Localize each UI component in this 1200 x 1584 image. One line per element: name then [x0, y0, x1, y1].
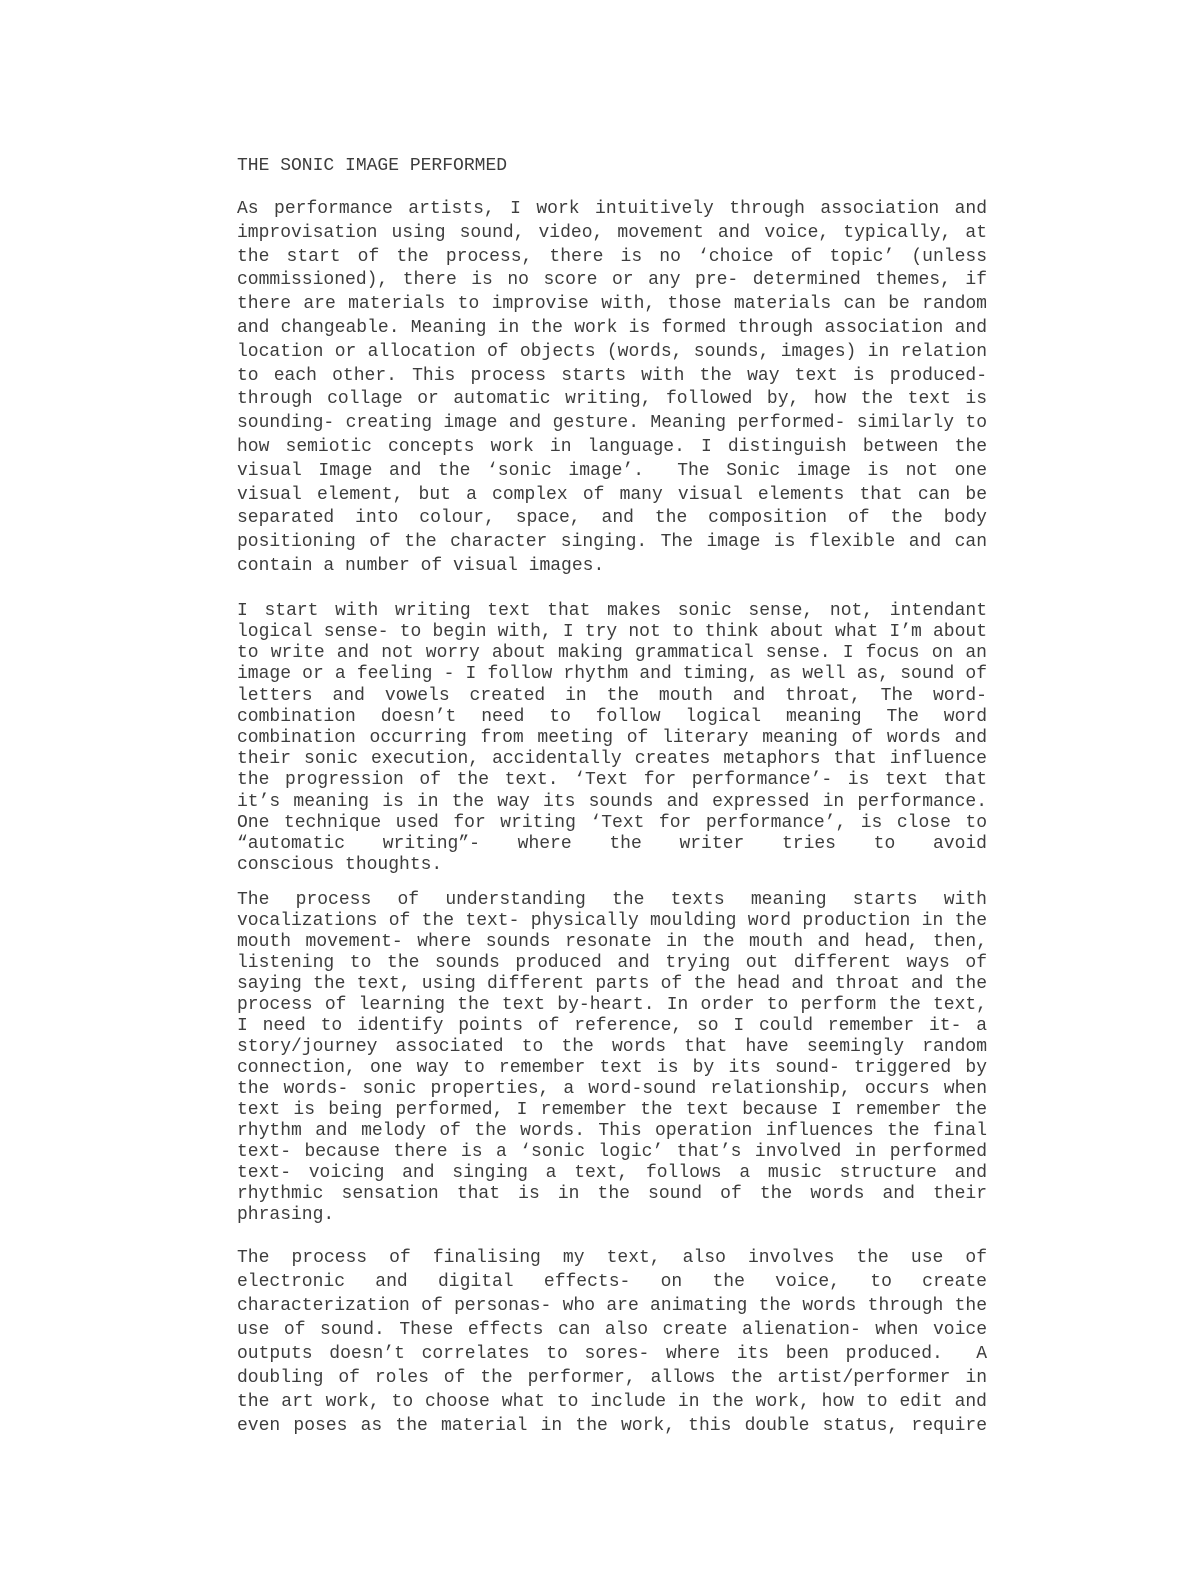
text-line: As performance artists, I work intuitively through association and: [237, 199, 987, 219]
text-line: phrasing.: [237, 1205, 335, 1226]
text-line: the progression of the text. ‘Text for performance’- is text that: [237, 770, 987, 791]
text-line: The process of understanding the texts meaning starts with: [237, 890, 987, 911]
text-line: how semiotic concepts work in language. I distinguish between the: [237, 436, 987, 457]
text-line: positioning of the character singing. The image is flexible and can: [237, 532, 987, 553]
text-line: outputs doesn’t correlates to sores- where its been produced. A: [237, 1344, 987, 1365]
text-line: I start with writing text that makes sonic sense, not, intendant: [237, 600, 987, 621]
text-line: connection, one way to remember text is by its sound- triggered by: [237, 1058, 987, 1079]
text-line: rhythm and melody of the words. This operation influences the final: [237, 1121, 987, 1142]
text-line: “automatic writing”- where the writer tries to avoid: [237, 833, 987, 854]
text-line: text- voicing and singing a text, follows a music structure and: [237, 1163, 987, 1184]
text-line: combination doesn’t need to follow logical meaning The word: [237, 706, 987, 727]
text-line: mouth movement- where sounds resonate in the mouth and head, then,: [237, 932, 987, 953]
text-line: letters and vowels created in the mouth and throat, The word-: [237, 685, 987, 706]
text-line: there are materials to improvise with, those materials can be random: [237, 294, 987, 315]
text-line: combination occurring from meeting of literary meaning of words and: [237, 727, 987, 748]
text-line: image or a feeling - I follow rhythm and timing, as well as, sound of: [237, 664, 987, 685]
text-line: characterization of personas- who are animating the words through the: [237, 1296, 987, 1317]
document-body: [237, 198, 1200, 1439]
text-line: doubling of roles of the performer, allows the artist/performer in: [237, 1367, 987, 1388]
text-line: the words- sonic properties, a word-sound relationship, occurs when: [237, 1079, 987, 1100]
paragraph: [237, 601, 987, 877]
text-line: process of learning the text by-heart. In order to perform the text,: [237, 995, 987, 1016]
text-line: conscious thoughts.: [237, 855, 443, 876]
text-line: improvisation using sound, video, movement and voice, typically, at: [237, 222, 987, 243]
text-line: to write and not worry about making grammatical sense. I focus on an: [237, 643, 987, 664]
document-title: THE SONIC IMAGE PERFORMED: [237, 156, 508, 176]
text-line: use of sound. These effects can also create alienation- when voice: [237, 1320, 987, 1341]
text-line: and changeable. Meaning in the work is formed through association and: [237, 317, 987, 338]
text-line: commissioned), there is no score or any pre- determined themes, if: [237, 270, 987, 291]
text-line: electronic and digital effects- on the voice, to create: [237, 1272, 987, 1293]
text-line: it’s meaning is in the way its sounds and expressed in performance.: [237, 791, 987, 812]
text-line: to each other. This process starts with the way text is produced-: [237, 365, 987, 386]
text-line: their sonic execution, accidentally creates metaphors that influence: [237, 749, 987, 770]
text-line: logical sense- to begin with, I try not to think about what I’m about: [237, 621, 987, 642]
text-line: contain a number of visual images.: [237, 555, 605, 576]
text-line: the start of the process, there is no ‘choice of topic’ (unless: [237, 246, 987, 267]
text-line: vocalizations of the text- physically moulding word production in the: [237, 911, 987, 932]
text-line: the art work, to choose what to include in the work, how to edit and: [237, 1391, 987, 1412]
text-line: listening to the sounds produced and trying out different ways of: [237, 953, 987, 974]
text-line: location or allocation of objects (words, sounds, images) in relation: [237, 341, 987, 362]
paragraph: [237, 1247, 987, 1438]
text-line: saying the text, using different parts of the head and throat and the: [237, 974, 987, 995]
text-line: text- because there is a ‘sonic logic’ that’s involved in performed: [237, 1142, 987, 1163]
text-line: separated into colour, space, and the composition of the body: [237, 508, 987, 529]
text-line: text is being performed, I remember the text because I remember the: [237, 1100, 987, 1121]
paragraph: [237, 198, 987, 579]
paragraph: [237, 890, 987, 1226]
text-line: One technique used for writing ‘Text for performance’, is close to: [237, 812, 987, 833]
text-line: through collage or automatic writing, followed by, how the text is: [237, 389, 987, 410]
text-line: story/journey associated to the words that have seemingly random: [237, 1037, 987, 1058]
text-line: sounding- creating image and gesture. Meaning performed- similarly to: [237, 413, 987, 434]
text-line: even poses as the material in the work, this double status, require: [237, 1415, 987, 1436]
text-line: The process of finalising my text, also involves the use of: [237, 1248, 987, 1269]
text-line: visual element, but a complex of many visual elements that can be: [237, 484, 987, 505]
text-line: rhythmic sensation that is in the sound of the words and their: [237, 1184, 987, 1205]
text-line: visual Image and the ‘sonic image’. The Sonic image is not one: [237, 460, 987, 481]
text-line: I need to identify points of reference, so I could remember it- a: [237, 1016, 987, 1037]
